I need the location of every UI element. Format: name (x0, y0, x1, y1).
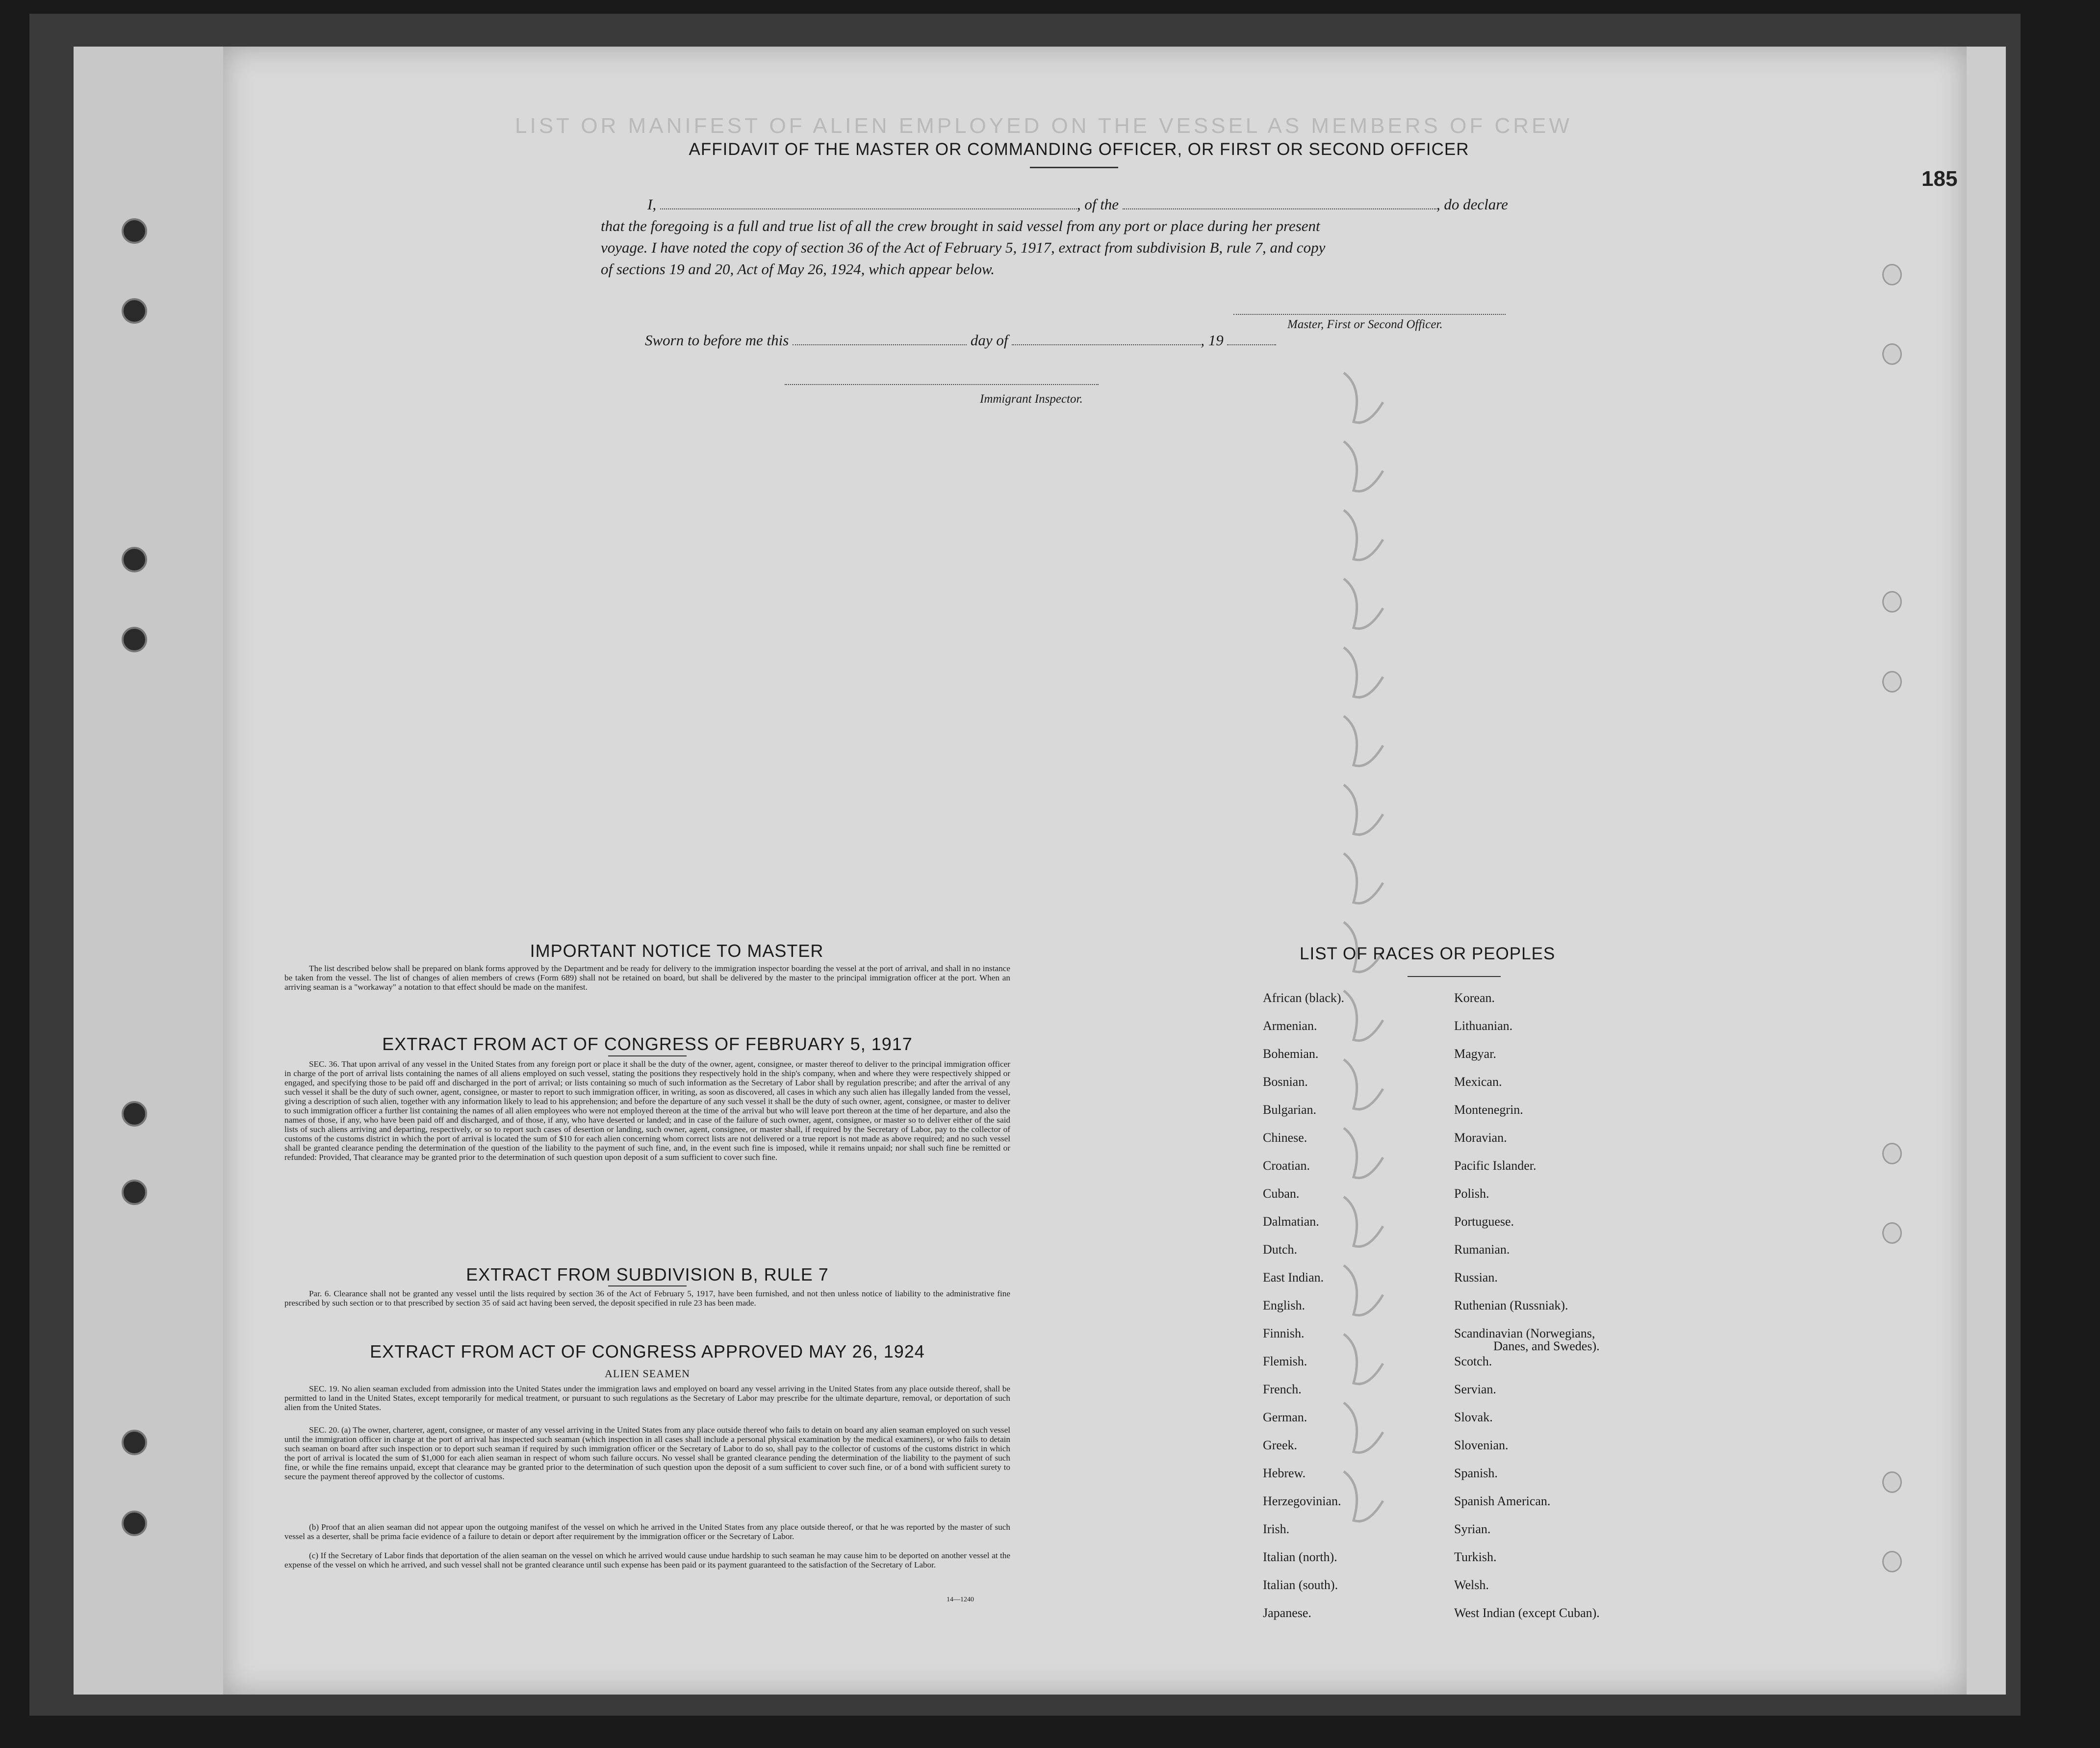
race-item: Servian. (1454, 1382, 1496, 1396)
race-item: Bohemian. (1263, 1047, 1319, 1061)
race-item: Spanish. (1454, 1466, 1498, 1480)
race-item-continuation: Danes, and Swedes). (1493, 1339, 1600, 1353)
race-item: Dutch. (1263, 1242, 1298, 1257)
affidavit-title: AFFIDAVIT OF THE MASTER OR COMMANDING OFFICER, OR FIRST OR SECOND OFFICER (689, 140, 1469, 159)
race-item: Flemish. (1263, 1354, 1307, 1368)
race-item: Syrian. (1454, 1522, 1491, 1536)
race-item: Bosnian. (1263, 1075, 1308, 1089)
race-item: Russian. (1454, 1270, 1498, 1285)
binding-hole-icon (122, 1101, 147, 1127)
race-item: Polish. (1454, 1186, 1489, 1201)
notice-body: The list described below shall be prepared on blank forms approved by the Department and be ready for delivery to the immigration inspector boarding the vessel at the port of arrival, and shall in no instance be taken from the vessel. The list of changes of alien members of crews (Form 689) shall not be retained on board, but shall be delivered by the master to the principal immigration officer at the port. When an arriving seaman is a "workaway" a notation to that effect should be made on the manifest. (284, 964, 1010, 992)
binding-hole-icon (1882, 591, 1902, 613)
name-blank (660, 196, 1077, 209)
year-blank (1227, 332, 1276, 345)
race-item: Ruthenian (Russniak). (1454, 1298, 1568, 1312)
race-item: German. (1263, 1410, 1307, 1424)
binding-hole-icon (1882, 343, 1902, 365)
inspector-signature-line (785, 384, 1099, 385)
inspector-signature-label: Immigrant Inspector. (980, 392, 1083, 406)
extract-rule7-body: Par. 6. Clearance shall not be granted any vessel until the lists required by section 36 of the Act of February 5, 1917, have been furnished, and not then unless notice of liability to the administrative fine prescribed by such section or to that prescribed by section 35 of said act having been served, the deposit specified in rule 23 has been made. (284, 1289, 1010, 1308)
extract-rule7-title: EXTRACT FROM SUBDIVISION B, RULE 7 (466, 1264, 829, 1285)
binding-hole-icon (1882, 1471, 1902, 1493)
race-item: Montenegrin. (1454, 1103, 1523, 1117)
race-item: Spanish American. (1454, 1494, 1551, 1508)
master-signature-label: Master, First or Second Officer. (1287, 318, 1443, 331)
race-item: Italian (north). (1263, 1550, 1337, 1564)
divider (1408, 976, 1501, 977)
month-blank (1012, 332, 1201, 345)
sworn-text-b: day of (970, 332, 1008, 349)
extract-1924-subtitle: ALIEN SEAMEN (605, 1367, 690, 1380)
race-item: Pacific Islander. (1454, 1158, 1537, 1173)
race-item: Scotch. (1454, 1354, 1492, 1368)
race-item: English. (1263, 1298, 1305, 1312)
race-item: Slovak. (1454, 1410, 1493, 1424)
race-item: Turkish. (1454, 1550, 1497, 1564)
race-item: Armenian. (1263, 1019, 1317, 1033)
race-item: Magyar. (1454, 1047, 1496, 1061)
race-item: Portuguese. (1454, 1214, 1514, 1229)
race-item: Bulgarian. (1263, 1103, 1317, 1117)
vessel-blank (1123, 196, 1436, 209)
race-item: French. (1263, 1382, 1302, 1396)
extract-1924-sec20a: SEC. 20. (a) The owner, charterer, agent, consignee, or master of any vessel arriving in the United States from any place outside thereof who fails to detain on board any alien seaman employed on such vessel until the immigration officer in charge at the port of arrival has inspected such seaman (which inspection in all cases shall include a personal physical examination by the medical examiners), or who fails to detain such seaman on board after such inspection or to deport such seaman if required by such immigration officer or the Secretary of Labor to do so, shall pay to the collector of customs of the customs district in which the port of arrival is located the sum of $1,000 for each alien seaman in respect of whom such failure occurs. No vessel shall be granted clearance pending the determination of the liability to the payment of such fine, or while the fine remains unpaid, except that clearance may be granted prior to the determination of such question upon the deposit of a sum sufficient to cover such fine, or of a bond with sufficient surety to secure the payment thereof approved by the collector of customs. (284, 1425, 1010, 1481)
extract-1924-sec20c: (c) If the Secretary of Labor finds that deportation of the alien seaman on the vessel on which he arrived would cause undue hardship to such seaman he may cause him to be deported on another vessel at the expense of the vessel on which he arrived, and such vessel shall not be granted clearance until such expense has been paid or its payment guaranteed to the satisfaction of the Secretary of Labor. (284, 1551, 1010, 1569)
race-item: Dalmatian. (1263, 1214, 1319, 1229)
binding-hole-icon (122, 1511, 147, 1536)
binding-hole-icon (122, 547, 147, 572)
race-item: African (black). (1263, 991, 1345, 1005)
race-item: East Indian. (1263, 1270, 1324, 1285)
extract-1924-title: EXTRACT FROM ACT OF CONGRESS APPROVED MAY 26, 1924 (370, 1341, 925, 1362)
notice-title: IMPORTANT NOTICE TO MASTER (530, 941, 824, 961)
form-number: 14—1240 (947, 1596, 974, 1603)
race-item: Croatian. (1263, 1158, 1310, 1173)
extract-1917-title: EXTRACT FROM ACT OF CONGRESS OF FEBRUARY 5, 1917 (382, 1034, 913, 1054)
binding-hole-icon (1882, 671, 1902, 693)
race-item: Mexican. (1454, 1075, 1502, 1089)
race-item: Herzegovinian. (1263, 1494, 1341, 1508)
extract-1924-sec20b: (b) Proof that an alien seaman did not appear upon the outgoing manifest of the vessel on which he arrived in the United States from any place outside thereof, or that he was reported by the master of such vessel as a deserter, shall be prima facie evidence of a failure to detain or deport after requirement by the immigration officer or the Secretary of Labor. (284, 1522, 1010, 1541)
race-item: West Indian (except Cuban). (1454, 1606, 1600, 1620)
races-title: LIST OF RACES OR PEOPLES (1300, 944, 1556, 963)
affidavit-declare: , do declare (1436, 196, 1508, 213)
race-item: Chinese. (1263, 1131, 1307, 1145)
divider (608, 1285, 687, 1286)
race-item: Rumanian. (1454, 1242, 1510, 1257)
race-item: Lithuanian. (1454, 1019, 1513, 1033)
master-signature-line (1233, 314, 1506, 315)
race-item: Welsh. (1454, 1578, 1489, 1592)
race-item: Korean. (1454, 991, 1495, 1005)
binding-hole-icon (122, 1430, 147, 1455)
binding-hole-icon (122, 627, 147, 652)
extract-1924-sec19: SEC. 19. No alien seaman excluded from admission into the United States under the immigration laws and employed on board any vessel arriving in the United States from any place outside thereof, shall be permitted to land in the United States, except temporarily for medical treatment, or pursuant to such regulations as the Secretary of Labor may prescribe for the ultimate departure, removal, or deportation of such alien from the United States. (284, 1384, 1010, 1412)
page-number: 185 (1921, 167, 1958, 191)
day-blank (793, 332, 967, 345)
pencil-tally-marks (1314, 343, 1412, 1619)
race-item: Italian (south). (1263, 1578, 1338, 1592)
binding-hole-icon (1882, 264, 1902, 285)
race-item: Cuban. (1263, 1186, 1300, 1201)
affidavit-of-the: , of the (1076, 196, 1119, 213)
race-item: Scandinavian (Norwegians, (1454, 1326, 1595, 1340)
binding-hole-icon (1882, 1143, 1902, 1164)
race-item: Finnish. (1263, 1326, 1305, 1340)
race-item: Slovenian. (1454, 1438, 1509, 1452)
binding-strip-left (74, 47, 223, 1695)
affidavit-line-3: voyage. I have noted the copy of section 36 of the Act of February 5, 1917, extract from subdivision B, rule 7, and copy (601, 239, 1326, 256)
divider (608, 1055, 687, 1056)
affidavit-line-4: of sections 19 and 20, Act of May 26, 1924, which appear below. (601, 260, 995, 278)
race-item: Japanese. (1263, 1606, 1311, 1620)
affidavit-i: I, (647, 196, 657, 213)
binding-hole-icon (1882, 1551, 1902, 1572)
sworn-text-c: , 19 (1201, 332, 1224, 349)
binding-hole-icon (1882, 1222, 1902, 1244)
sworn-line (601, 330, 1537, 351)
extract-1917-body: SEC. 36. That upon arrival of any vessel in the United States from any foreign port or place it shall be the duty of the owner, agent, consignee, or master thereof to deliver to the principal immigration officer in charge of the port of arrival lists containing the names of all aliens employed on such vessel, stating the positions they respectively hold in the ship's company, when and where they were respectively shipped or engaged, and specifying those to be paid off and discharged in the port of arrival; or lists containing so much of such information as the Secretary of Labor shall by regulation prescribe; and after the arrival of any such vessel it shall be the duty of such owner, agent, consignee, or master to report to such immigration officer, in writing, as soon as discovered, all cases in which any such alien has illegally landed from the vessel, giving a description of such alien, together with any information likely to lead to his apprehension; and before the departure of any such vessel it shall be the duty of such owner, agent, consignee, or master to deliver to such immigration officer a further list containing the names of all alien employees who were not employed thereon at the time of the arrival but who will leave port thereon at the time of her departure, and also the names of those, if any, who have been paid off and discharged, and of those, if any, who have deserted or landed; and in case of the failure of such owner, agent, consignee, or master so to deliver either of the said lists of such aliens arriving and departing, respectively, or so to report such cases of desertion or landing, such owner, agent, consignee, or master shall, if required by the Secretary of Labor, pay to the collector of customs of the customs district in which the port of arrival is located the sum of $10 for each alien concerning whom correct lists are not delivered or a true report is not made as above required; and no such vessel shall be granted clearance pending the determination of the question of the liability to the payment of such fine, and, in the event such fine is imposed, while it remains unpaid; nor shall such fine be remitted or refunded: Provided, That clearance may be granted prior to the determination of such question upon deposit of a sum sufficient to cover such fine. (284, 1059, 1010, 1162)
affidavit-body (601, 194, 1537, 280)
divider (1030, 167, 1118, 168)
affidavit-line-2: that the foregoing is a full and true list of all the crew brought in said vessel from any port or place during her present (601, 217, 1320, 234)
bleed-through-header: LIST OR MANIFEST OF ALIEN EMPLOYED ON THE VESSEL AS MEMBERS OF CREW (515, 114, 1572, 138)
race-item: Moravian. (1454, 1131, 1507, 1145)
affidavit-line-1 (601, 194, 1537, 215)
race-item: Greek. (1263, 1438, 1298, 1452)
race-item: Hebrew. (1263, 1466, 1306, 1480)
race-item: Irish. (1263, 1522, 1290, 1536)
binding-hole-icon (122, 1180, 147, 1205)
sworn-text-a: Sworn to before me this (645, 332, 789, 349)
binding-hole-icon (122, 298, 147, 324)
binding-hole-icon (122, 218, 147, 244)
